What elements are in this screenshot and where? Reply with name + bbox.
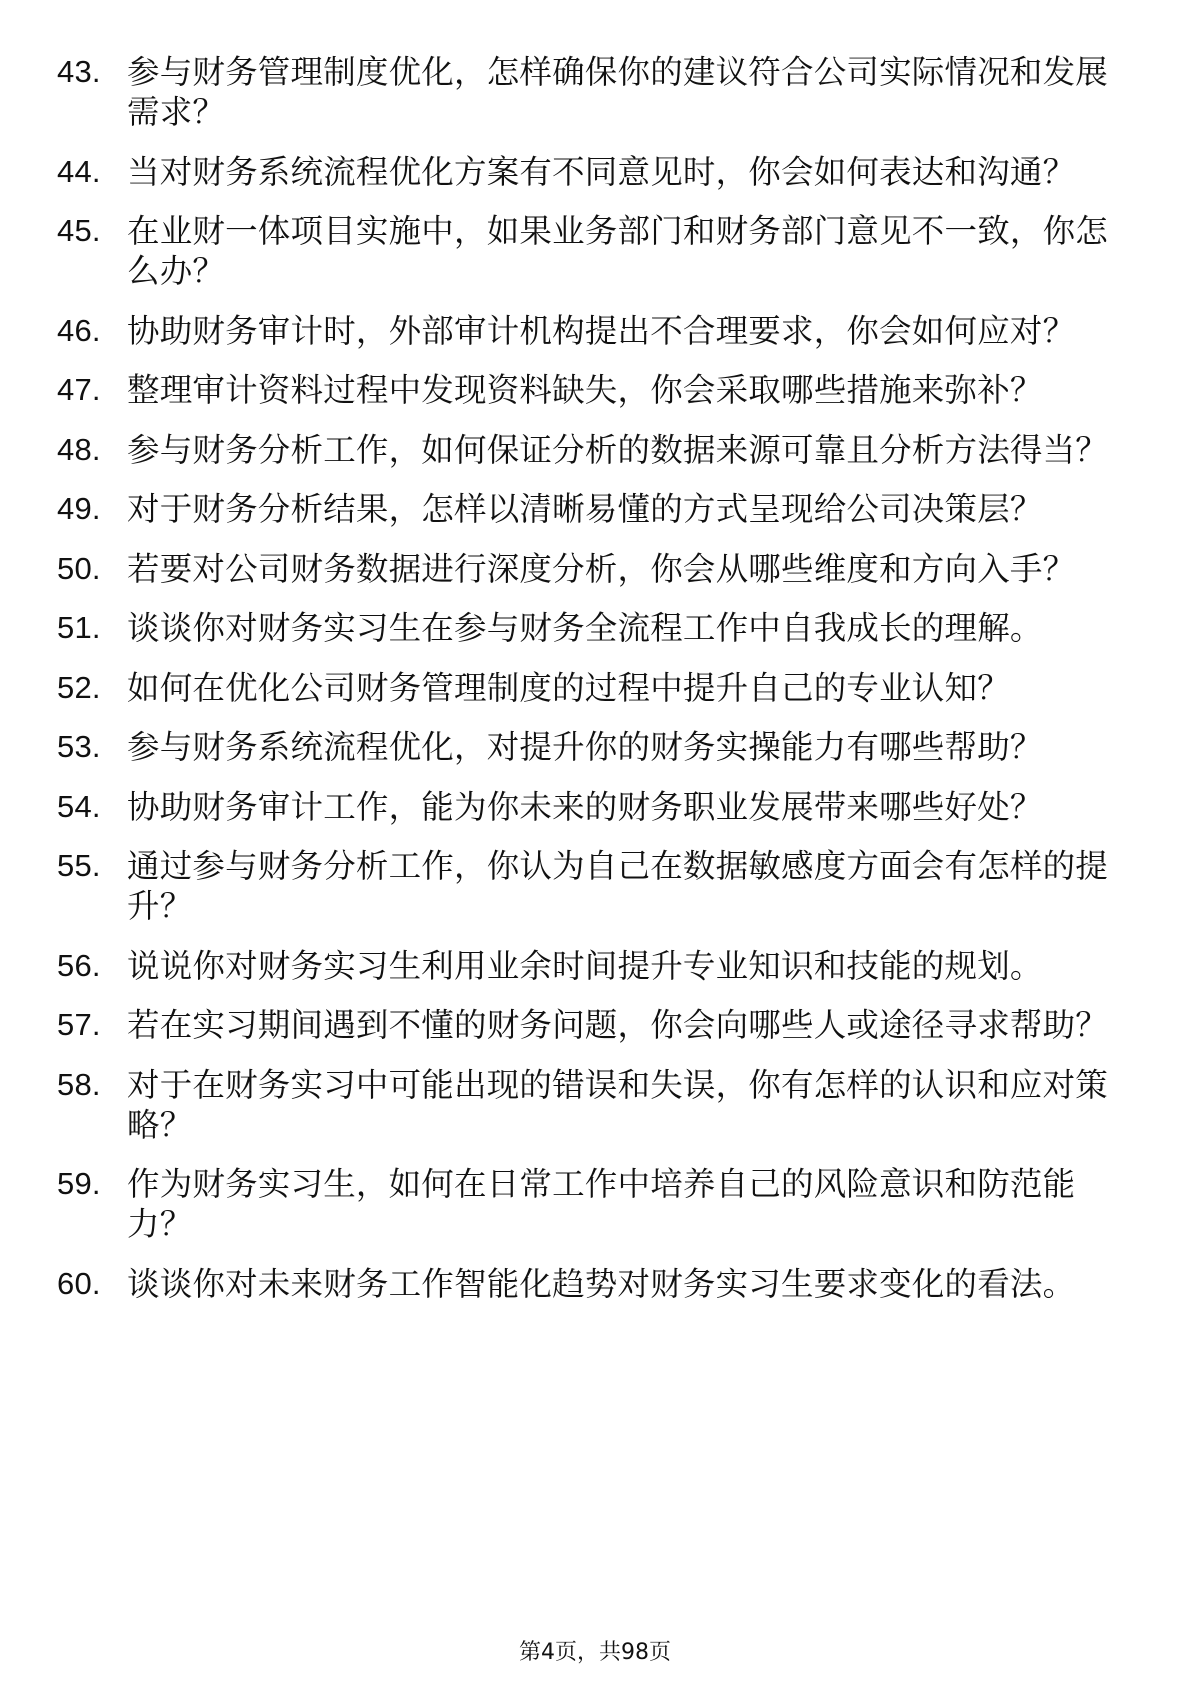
item-text: 协助财务审计时，外部审计机构提出不合理要求，你会如何应对？ xyxy=(127,311,1076,350)
list-item xyxy=(0,370,1190,410)
item-text: 协助财务审计工作，能为你未来的财务职业发展带来哪些好处？ xyxy=(127,787,1043,826)
item-number: 59. xyxy=(57,1166,101,1201)
list-item xyxy=(0,846,1190,926)
list-item xyxy=(0,608,1190,648)
item-number: 50. xyxy=(57,550,101,586)
list-item xyxy=(0,52,1190,132)
item-number: 51. xyxy=(57,610,101,645)
list-item xyxy=(0,1065,1190,1145)
question-list xyxy=(0,52,1190,1323)
list-item xyxy=(0,1164,1190,1244)
list-item xyxy=(0,727,1190,767)
list-item xyxy=(0,1264,1190,1304)
item-text: 说说你对财务实习生利用业余时间提升专业知识和技能的规划。 xyxy=(127,946,1043,985)
list-item xyxy=(0,430,1190,470)
item-text: 对于在财务实习中可能出现的错误和失误，你有怎样的认识和应对策略？ xyxy=(127,1065,1109,1144)
item-number: 43. xyxy=(57,54,101,89)
list-item xyxy=(0,311,1190,351)
item-text: 参与财务系统流程优化，对提升你的财务实操能力有哪些帮助？ xyxy=(127,728,1043,766)
item-text: 作为财务实习生，如何在日常工作中培养自己的风险意识和防范能力？ xyxy=(127,1165,1076,1243)
item-text: 如何在优化公司财务管理制度的过程中提升自己的专业认知？ xyxy=(127,668,1010,707)
item-text: 谈谈你对财务实习生在参与财务全流程工作中自我成长的理解。 xyxy=(127,609,1043,647)
item-text: 参与财务管理制度优化，怎样确保你的建议符合公司实际情况和发展需求？ xyxy=(127,53,1109,131)
item-number: 56. xyxy=(57,947,101,983)
item-text: 谈谈你对未来财务工作智能化趋势对财务实习生要求变化的看法。 xyxy=(127,1264,1076,1303)
item-text: 若要对公司财务数据进行深度分析，你会从哪些维度和方向入手？ xyxy=(127,549,1076,588)
item-number: 60. xyxy=(57,1265,101,1301)
item-number: 54. xyxy=(57,788,101,824)
item-number: 44. xyxy=(57,153,101,189)
item-text: 在业财一体项目实施中，如果业务部门和财务部门意见不一致，你怎么办？ xyxy=(127,212,1109,290)
list-item xyxy=(0,668,1190,708)
list-item xyxy=(0,549,1190,589)
list-item xyxy=(0,787,1190,827)
item-text: 整理审计资料过程中发现资料缺失，你会采取哪些措施来弥补？ xyxy=(127,371,1043,409)
list-item xyxy=(0,152,1190,192)
item-text: 参与财务分析工作，如何保证分析的数据来源可靠且分析方法得当？ xyxy=(127,430,1109,469)
item-text: 若在实习期间遇到不懂的财务问题，你会向哪些人或途径寻求帮助？ xyxy=(127,1006,1109,1044)
item-number: 55. xyxy=(57,848,101,883)
item-text: 对于财务分析结果，怎样以清晰易懂的方式呈现给公司决策层？ xyxy=(127,490,1043,528)
list-item xyxy=(0,1005,1190,1045)
item-number: 58. xyxy=(57,1066,101,1102)
item-number: 52. xyxy=(57,669,101,705)
item-text: 通过参与财务分析工作，你认为自己在数据敏感度方面会有怎样的提升？ xyxy=(127,847,1109,925)
item-number: 46. xyxy=(57,312,101,348)
item-text: 当对财务系统流程优化方案有不同意见时，你会如何表达和沟通？ xyxy=(127,152,1076,191)
item-number: 45. xyxy=(57,213,101,248)
page-footer: 第4页，共98页 xyxy=(519,1640,671,1665)
item-number: 49. xyxy=(57,491,101,526)
item-number: 57. xyxy=(57,1007,101,1042)
item-number: 53. xyxy=(57,729,101,764)
list-item xyxy=(0,211,1190,291)
item-number: 48. xyxy=(57,431,101,467)
item-number: 47. xyxy=(57,372,101,407)
list-item xyxy=(0,946,1190,986)
list-item xyxy=(0,489,1190,529)
